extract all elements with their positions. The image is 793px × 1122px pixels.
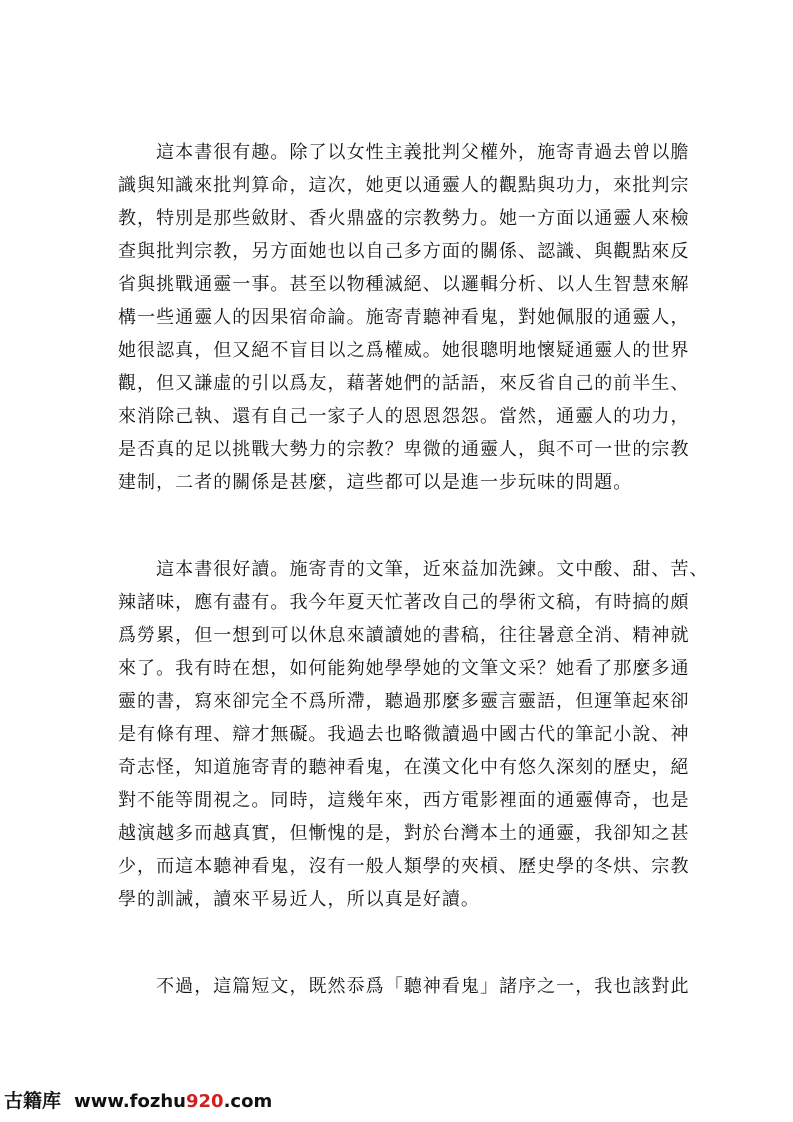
paragraph-spacer xyxy=(118,916,678,970)
site-url-accent: 920 xyxy=(186,1091,224,1112)
document-body xyxy=(118,136,709,1003)
text-line: 學的訓誡，讀來平易近人，所以真是好讀。 xyxy=(118,889,480,910)
text-line: 辣諸味，應有盡有。我今年夏天忙著改自己的學術文稿，有時搞的頗 xyxy=(118,592,690,613)
text-line: 觀，但又謙虛的引以爲友，藉著她們的話語，來反省自己的前半生、 xyxy=(118,373,690,394)
text-line: 少，而這本聽神看鬼，沒有一般人類學的夾槓、歷史學的冬烘、宗教 xyxy=(118,856,690,877)
watermark-footer xyxy=(4,1086,272,1116)
text-line: 省與挑戰通靈一事。甚至以物種滅絕、以邏輯分析、以人生智慧來解 xyxy=(118,274,690,295)
site-url-prefix: www.fozhu xyxy=(74,1091,186,1112)
site-url[interactable] xyxy=(74,1091,272,1112)
text-line: 建制，二者的關係是甚麼，這些都可以是進一步玩味的問題。 xyxy=(118,472,633,493)
paragraph-3 xyxy=(118,970,690,1003)
text-line: 這本書很有趣。除了以女性主義批判父權外，施寄青過去曾以膽 xyxy=(118,142,690,163)
paragraph-2 xyxy=(118,553,709,916)
text-line: 越演越多而越真實，但慚愧的是，對於台灣本土的通靈，我卻知之甚 xyxy=(118,823,690,844)
text-line: 查與批判宗教，另方面她也以自己多方面的關係、認識、與觀點來反 xyxy=(118,241,690,262)
text-line: 奇志怪，知道施寄青的聽神看鬼，在漢文化中有悠久深刻的歷史，絕 xyxy=(118,757,690,778)
text-line: 是否真的足以挑戰大勢力的宗教？卑微的通靈人，與不可一世的宗教 xyxy=(118,439,690,460)
text-line: 教，特別是那些斂財、香火鼎盛的宗教勢力。她一方面以通靈人來檢 xyxy=(118,208,690,229)
text-line: 爲勞累，但一想到可以休息來讀讀她的書稿，往往暑意全消、精神就 xyxy=(118,625,690,646)
paragraph-1 xyxy=(118,136,690,499)
site-url-suffix: .com xyxy=(223,1091,273,1112)
text-line: 不過，這篇短文，既然忝爲「聽神看鬼」諸序之一，我也該對此 xyxy=(118,976,690,997)
paragraph-spacer xyxy=(118,499,678,553)
text-line: 來消除己執、還有自己一家子人的恩恩怨怨。當然，通靈人的功力， xyxy=(118,406,690,427)
text-line: 她很認真，但又絕不盲目以之爲權威。她很聰明地懷疑通靈人的世界 xyxy=(118,340,690,361)
text-line: 是有條有理、辯才無礙。我過去也略微讀過中國古代的筆記小說、神 xyxy=(118,724,690,745)
text-line: 這本書很好讀。施寄青的文筆，近來益加洗鍊。文中酸、甜、苦、 xyxy=(118,559,709,580)
text-line: 來了。我有時在想，如何能夠她學學她的文筆文采？她看了那麼多通 xyxy=(118,658,690,679)
site-brand: 古籍库 xyxy=(4,1090,62,1112)
text-line: 構一些通靈人的因果宿命論。施寄青聽神看鬼，對她佩服的通靈人， xyxy=(118,307,690,328)
text-line: 識與知識來批判算命，這次，她更以通靈人的觀點與功力，來批判宗 xyxy=(118,175,690,196)
text-line: 靈的書，寫來卻完全不爲所滯，聽過那麼多靈言靈語，但運筆起來卻 xyxy=(118,691,690,712)
text-line: 對不能等閒視之。同時，這幾年來，西方電影裡面的通靈傳奇，也是 xyxy=(118,790,690,811)
